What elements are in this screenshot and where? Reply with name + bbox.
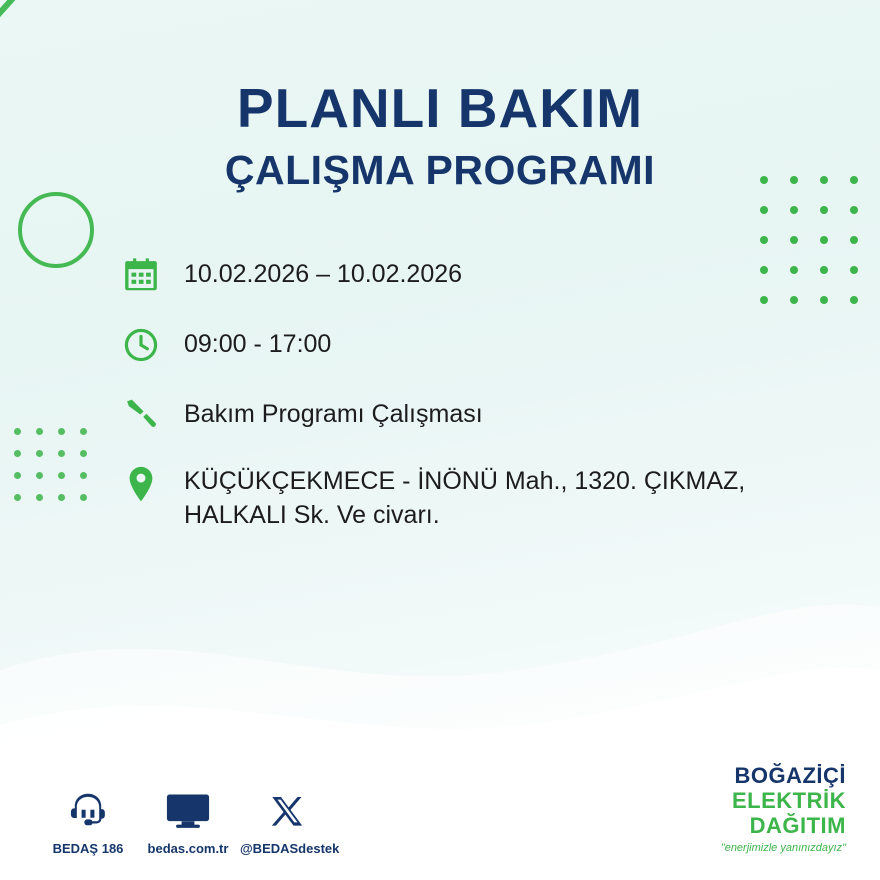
info-row-time	[118, 323, 880, 367]
poster-header	[0, 0, 880, 193]
time-range-text: 09:00 - 17:00	[184, 329, 332, 358]
address-text: KÜÇÜKÇEKMECE - İNÖNÜ Mah., 1320. ÇIKMAZ, HALKALI Sk. Ve civarı.	[184, 466, 746, 529]
brand-line-1: BOĞAZİÇİ	[734, 763, 846, 788]
info-row-work	[118, 393, 880, 437]
brand-logo	[721, 765, 846, 854]
tools-icon	[118, 393, 164, 437]
contact-item-phone[interactable]	[40, 787, 136, 856]
info-row-date	[118, 253, 880, 297]
clock-icon	[118, 323, 164, 367]
info-row-address	[118, 463, 880, 533]
monitor-icon	[140, 787, 236, 833]
calendar-icon	[118, 253, 164, 297]
contact-label-social: @BEDASdestek	[240, 841, 340, 856]
location-pin-icon	[118, 463, 164, 507]
contact-item-website[interactable]	[140, 787, 236, 856]
contact-label-phone: BEDAŞ 186	[52, 841, 124, 856]
contact-label-website: bedas.com.tr	[147, 841, 229, 856]
date-range-text: 10.02.2026 – 10.02.2026	[184, 259, 463, 288]
info-list	[0, 253, 880, 533]
page-title: PLANLI BAKIM	[236, 77, 644, 139]
contact-list	[40, 787, 340, 856]
contact-item-social[interactable]	[240, 787, 340, 856]
brand-line-2: ELEKTRİK	[732, 788, 846, 813]
brand-slogan: "enerjimizle yanınızdayız"	[720, 842, 846, 854]
brand-line-3: DAĞITIM	[749, 813, 846, 838]
work-type-text: Bakım Programı Çalışması	[184, 399, 483, 428]
page-subtitle: ÇALIŞMA PROGRAMI	[224, 146, 656, 193]
x-twitter-icon	[240, 787, 336, 833]
call-center-icon	[40, 787, 136, 833]
poster-footer	[0, 752, 880, 862]
